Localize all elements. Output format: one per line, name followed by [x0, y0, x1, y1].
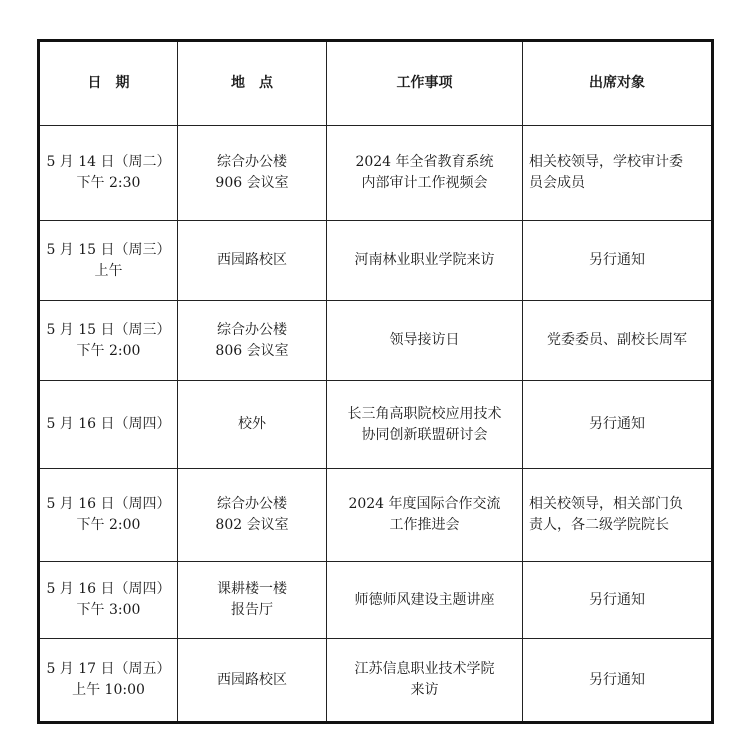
cell-item: 江苏信息职业技术学院 来访: [327, 639, 523, 723]
cell-item: 河南林业职业学院来访: [327, 221, 523, 301]
table-row: [39, 639, 713, 723]
header-row: [39, 41, 713, 126]
header-date: 日 期: [39, 41, 178, 126]
cell-attendees: 另行通知: [523, 221, 713, 301]
cell-date: 5 月 16 日（周四） 下午 3:00: [39, 562, 178, 639]
cell-date: 5 月 15 日（周三） 上午: [39, 221, 178, 301]
table-row: [39, 126, 713, 221]
table-row: [39, 221, 713, 301]
table-row: [39, 562, 713, 639]
cell-item: 长三角高职院校应用技术 协同创新联盟研讨会: [327, 381, 523, 469]
cell-place: 综合办公楼 906 会议室: [178, 126, 327, 221]
cell-place: 课耕楼一楼 报告厅: [178, 562, 327, 639]
schedule-table: [37, 39, 714, 724]
cell-place: 校外: [178, 381, 327, 469]
cell-attendees: 另行通知: [523, 381, 713, 469]
cell-item: 2024 年度国际合作交流 工作推进会: [327, 469, 523, 562]
cell-attendees: 党委委员、副校长周军: [523, 301, 713, 381]
cell-attendees: 相关校领导，学校审计委 员会成员: [523, 126, 713, 221]
cell-attendees: 另行通知: [523, 562, 713, 639]
cell-date: 5 月 17 日（周五） 上午 10:00: [39, 639, 178, 723]
header-place: 地 点: [178, 41, 327, 126]
cell-attendees: 另行通知: [523, 639, 713, 723]
cell-item: 2024 年全省教育系统 内部审计工作视频会: [327, 126, 523, 221]
cell-place: 西园路校区: [178, 639, 327, 723]
table-row: [39, 381, 713, 469]
cell-item: 师德师风建设主题讲座: [327, 562, 523, 639]
table-row: [39, 301, 713, 381]
cell-place: 综合办公楼 802 会议室: [178, 469, 327, 562]
cell-date: 5 月 14 日（周二） 下午 2:30: [39, 126, 178, 221]
header-item: 工作事项: [327, 41, 523, 126]
cell-attendees: 相关校领导，相关部门负 责人，各二级学院院长: [523, 469, 713, 562]
cell-date: 5 月 15 日（周三） 下午 2:00: [39, 301, 178, 381]
cell-item: 领导接访日: [327, 301, 523, 381]
cell-place: 综合办公楼 806 会议室: [178, 301, 327, 381]
cell-date: 5 月 16 日（周四）: [39, 381, 178, 469]
cell-date: 5 月 16 日（周四） 下午 2:00: [39, 469, 178, 562]
cell-place: 西园路校区: [178, 221, 327, 301]
table-row: [39, 469, 713, 562]
header-attendees: 出席对象: [523, 41, 713, 126]
